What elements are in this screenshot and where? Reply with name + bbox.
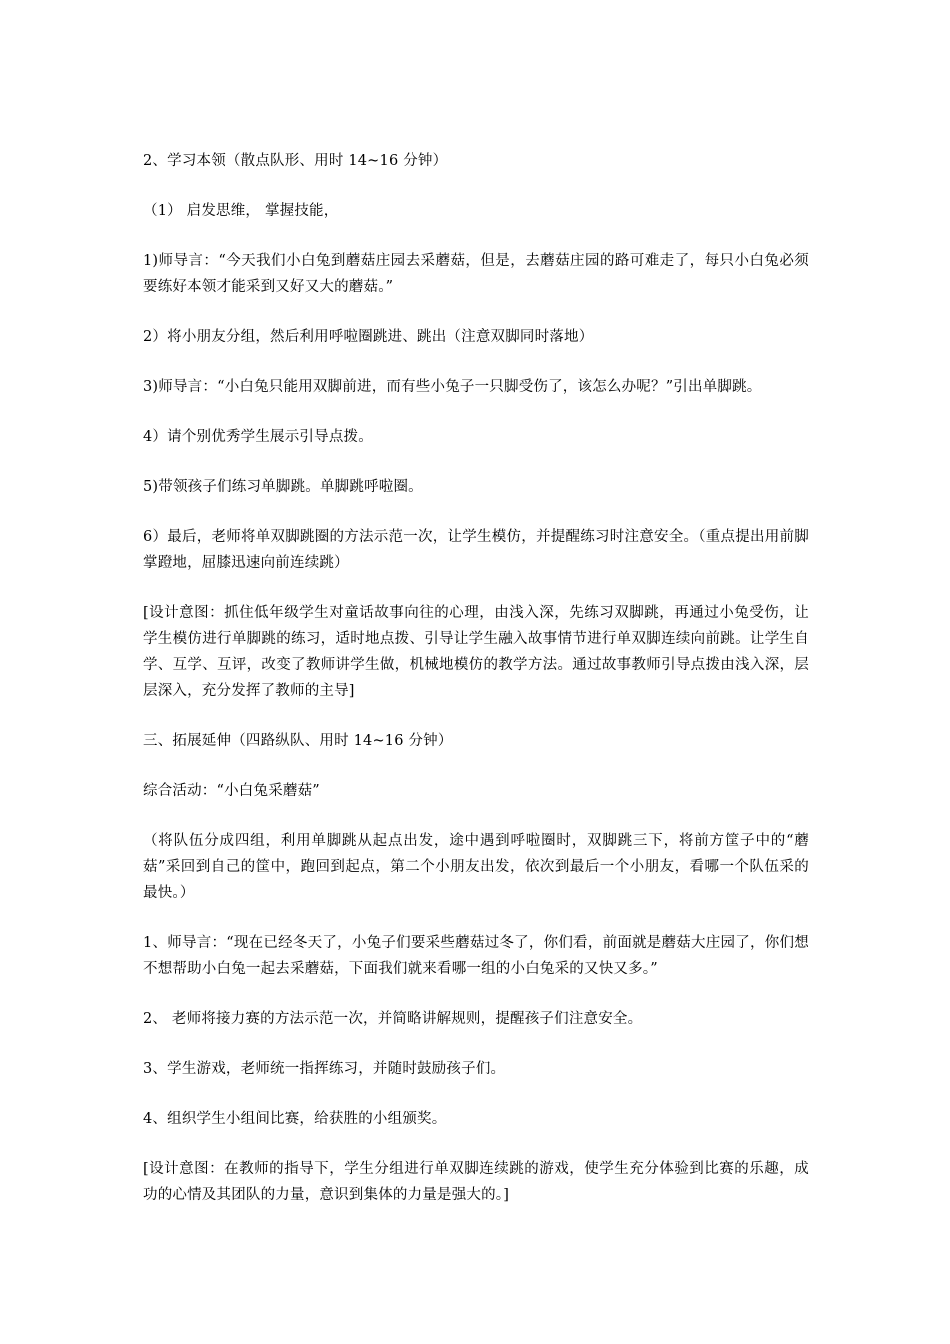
paragraph-step-3: 3)师导言：“小白兔只能用双脚前进，而有些小兔子一只脚受伤了，该怎么办呢？”引出单脚跳。 (143, 379, 762, 395)
paragraph-activity-step-3: 3、学生游戏，老师统一指挥练习，并随时鼓励孩子们。 (143, 1061, 506, 1077)
section-heading-extension: 三、拓展延伸（四路纵队、用时 14~16 分钟） (143, 733, 453, 749)
paragraph-activity-step-2: 2、 老师将接力赛的方法示范一次，并简略讲解规则，提醒孩子们注意安全。 (143, 1011, 643, 1027)
activity-title: 综合活动：“小白兔采蘑菇” (143, 783, 320, 799)
section-heading-learn-skills: 2、学习本领（散点队形、用时 14~16 分钟） (143, 153, 448, 169)
paragraph-step-5: 5)带领孩子们练习单脚跳。单脚跳呼啦圈。 (143, 479, 423, 495)
paragraph-step-2: 2）将小朋友分组，然后利用呼啦圈跳进、跳出（注意双脚同时落地） (143, 329, 594, 345)
activity-rules-paragraph: （将队伍分成四组，利用单脚跳从起点出发，途中遇到呼啦圈时，双脚跳三下，将前方筐子中的“蘑菇”采回到自己的筐中，跑回到起点，第二个小朋友出发，依次到最后一个小朋友，看哪一个队伍采的最快。） (143, 833, 809, 901)
paragraph-step-1: 1)师导言：“今天我们小白兔到蘑菇庄园去采蘑菇，但是，去蘑菇庄园的路可难走了，每只小白兔必须要练好本领才能采到又好又大的蘑菇。” (143, 253, 809, 295)
paragraph-activity-step-1: 1、师导言：“现在已经冬天了，小兔子们要采些蘑菇过冬了，你们看，前面就是蘑菇大庄园了，你们想不想帮助小白兔一起去采蘑菇，下面我们就来看哪一组的小白兔采的又快又多。” (143, 935, 809, 977)
paragraph-step-6: 6）最后，老师将单双脚跳圈的方法示范一次，让学生模仿，并提醒练习时注意安全。（重点提出用前脚掌蹬地，屈膝迅速向前连续跳） (143, 529, 809, 571)
paragraph-step-4: 4）请个别优秀学生展示引导点拨。 (143, 429, 373, 445)
document-body (143, 148, 809, 1208)
design-intent-paragraph-2: [设计意图：在教师的指导下，学生分组进行单双脚连续跳的游戏，使学生充分体验到比赛的乐趣，成功的心情及其团队的力量，意识到集体的力量是强大的。] (143, 1161, 809, 1203)
design-intent-paragraph: [设计意图：抓住低年级学生对童话故事向往的心理，由浅入深，先练习双脚跳，再通过小兔受伤，让学生模仿进行单脚跳的练习，适时地点拨、引导让学生融入故事情节进行单双脚连续向前跳。让学生自学、互学、互评，改变了教师讲学生做，机械地模仿的教学方法。通过故事教师引导点拨由浅入深，层层深入，充分发挥了教师的主导] (143, 605, 809, 699)
subsection-heading: （1） 启发思维， 掌握技能， (143, 203, 339, 219)
paragraph-activity-step-4: 4、组织学生小组间比赛，给获胜的小组颁奖。 (143, 1111, 447, 1127)
